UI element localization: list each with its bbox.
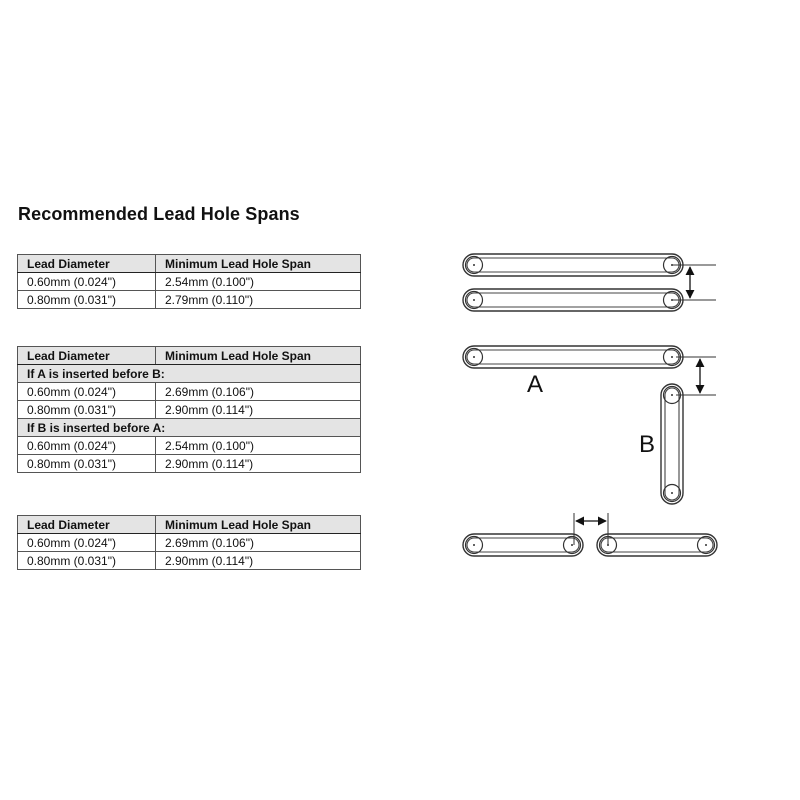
group-label-a-before-b: If A is inserted before B: <box>18 365 361 383</box>
lead-b-label: B <box>639 431 656 458</box>
lead-diameter-cell: 0.80mm (0.031") <box>18 552 156 570</box>
lead-diameter-cell: 0.80mm (0.031") <box>18 455 156 473</box>
lead-outline <box>463 534 583 556</box>
lead-outline <box>597 534 717 556</box>
min-span-cell: 2.69mm (0.106") <box>156 534 361 552</box>
lead-b-outline <box>661 384 683 504</box>
min-span-cell: 2.90mm (0.114") <box>156 401 361 419</box>
lead-a-outline <box>463 346 683 368</box>
column-header-min-span: Minimum Lead Hole Span <box>156 347 361 365</box>
lead-diameter-cell: 0.60mm (0.024") <box>18 273 156 291</box>
group-label-b-before-a: If B is inserted before A: <box>18 419 361 437</box>
column-header-lead-diameter: Lead Diameter <box>18 255 156 273</box>
min-span-cell: 2.90mm (0.114") <box>156 552 361 570</box>
lead-diameter-cell: 0.80mm (0.031") <box>18 291 156 309</box>
perpendicular-leads-diagram <box>463 346 716 504</box>
column-header-lead-diameter: Lead Diameter <box>18 516 156 534</box>
inline-leads-diagram <box>463 513 717 556</box>
min-span-cell: 2.79mm (0.110") <box>156 291 361 309</box>
min-span-cell: 2.54mm (0.100") <box>156 273 361 291</box>
lead-diameter-cell: 0.60mm (0.024") <box>18 534 156 552</box>
min-span-cell: 2.54mm (0.100") <box>156 437 361 455</box>
page-title: Recommended Lead Hole Spans <box>18 204 300 224</box>
column-header-min-span: Minimum Lead Hole Span <box>156 255 361 273</box>
min-span-cell: 2.90mm (0.114") <box>156 455 361 473</box>
parallel-leads-diagram <box>463 254 716 311</box>
lead-a-label: A <box>527 371 544 398</box>
lead-diameter-cell: 0.80mm (0.031") <box>18 401 156 419</box>
lead-diameter-cell: 0.60mm (0.024") <box>18 437 156 455</box>
lead-diameter-cell: 0.60mm (0.024") <box>18 383 156 401</box>
min-span-cell: 2.69mm (0.106") <box>156 383 361 401</box>
column-header-min-span: Minimum Lead Hole Span <box>156 516 361 534</box>
lead-outline <box>463 289 683 311</box>
lead-outline <box>463 254 683 276</box>
column-header-lead-diameter: Lead Diameter <box>18 347 156 365</box>
